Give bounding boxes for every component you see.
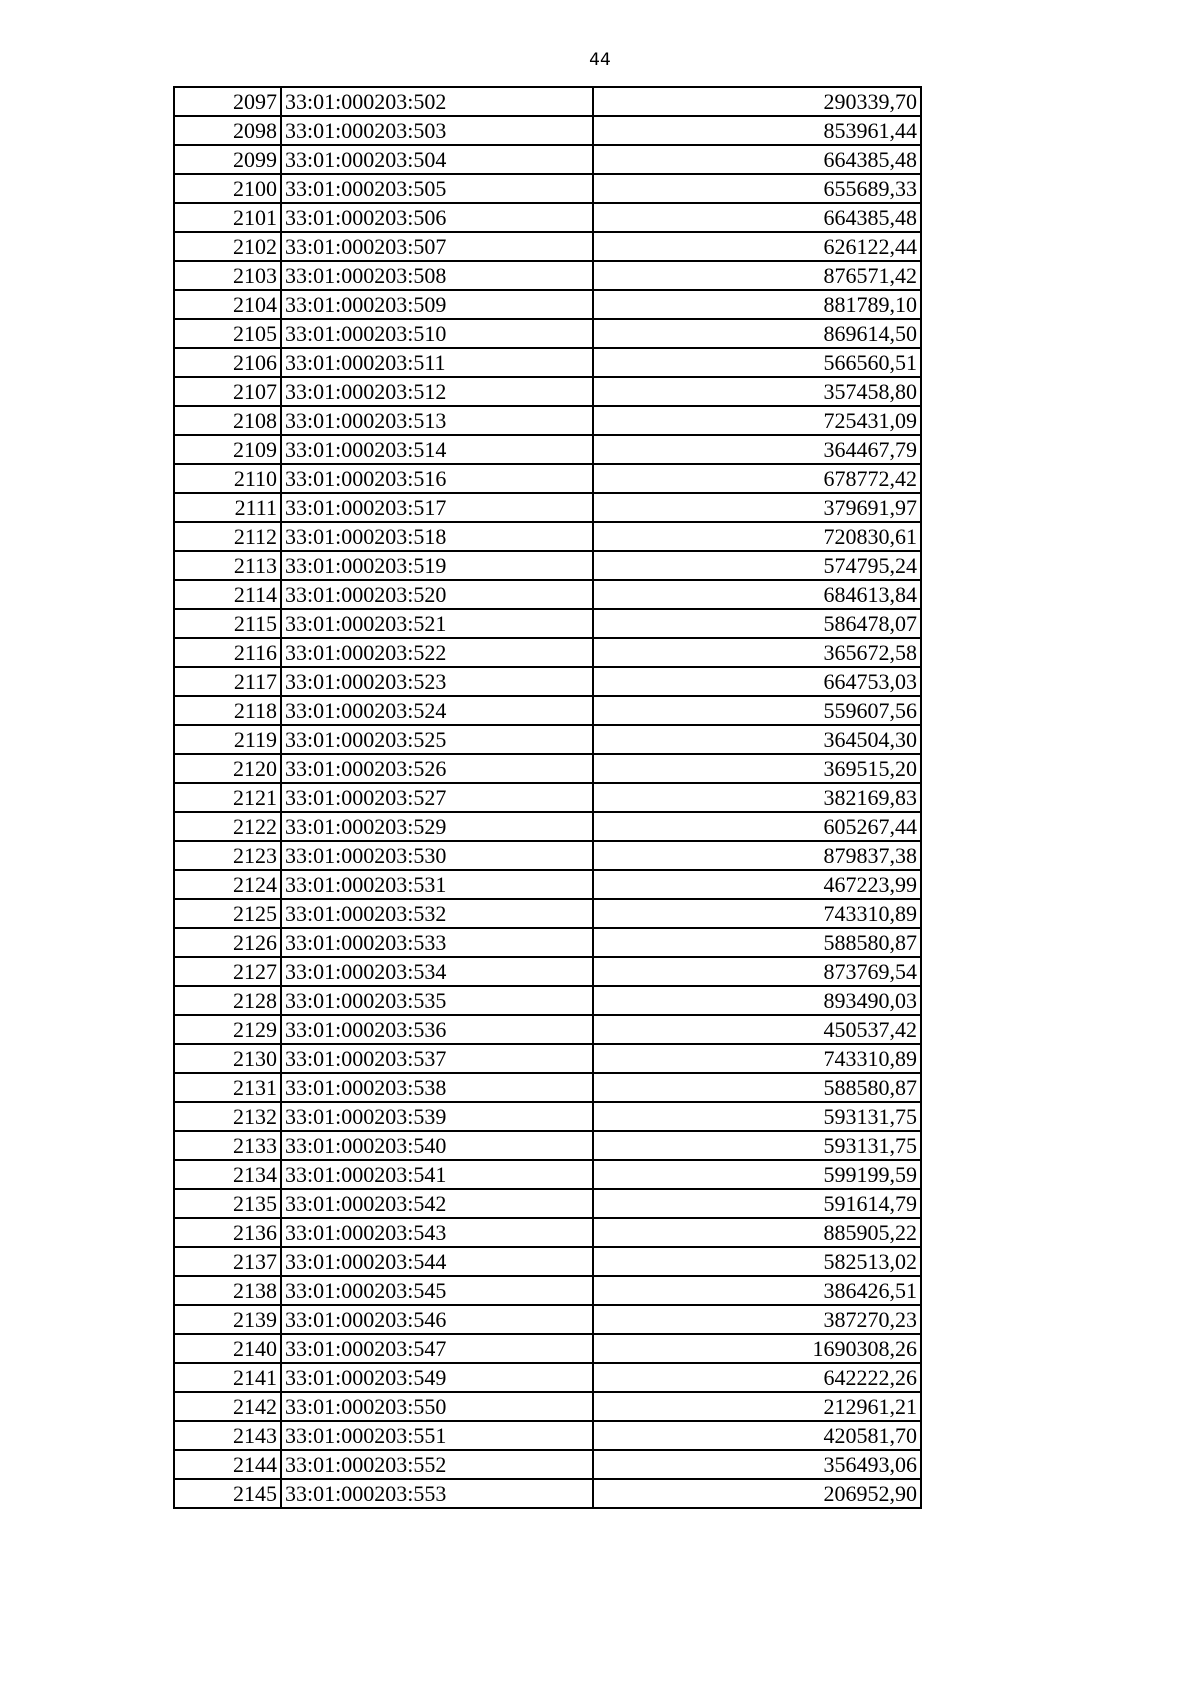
table-row bbox=[174, 116, 921, 145]
cadastral-value-cell: 655689,33 bbox=[593, 174, 921, 203]
cadastral-value-cell: 720830,61 bbox=[593, 522, 921, 551]
row-number-cell: 2119 bbox=[174, 725, 281, 754]
table-row bbox=[174, 1189, 921, 1218]
cadastral-value-cell: 574795,24 bbox=[593, 551, 921, 580]
cadastral-number-cell: 33:01:000203:519 bbox=[281, 551, 593, 580]
table-row bbox=[174, 348, 921, 377]
table-row bbox=[174, 870, 921, 899]
table-row bbox=[174, 580, 921, 609]
row-number-cell: 2111 bbox=[174, 493, 281, 522]
row-number-cell: 2115 bbox=[174, 609, 281, 638]
table-row bbox=[174, 725, 921, 754]
table-row bbox=[174, 1334, 921, 1363]
row-number-cell: 2116 bbox=[174, 638, 281, 667]
cadastral-value-cell: 593131,75 bbox=[593, 1102, 921, 1131]
cadastral-number-cell: 33:01:000203:502 bbox=[281, 87, 593, 116]
table-row bbox=[174, 493, 921, 522]
cadastral-number-cell: 33:01:000203:536 bbox=[281, 1015, 593, 1044]
cadastral-number-cell: 33:01:000203:529 bbox=[281, 812, 593, 841]
row-number-cell: 2105 bbox=[174, 319, 281, 348]
cadastral-value-cell: 420581,70 bbox=[593, 1421, 921, 1450]
cadastral-value-cell: 853961,44 bbox=[593, 116, 921, 145]
cadastral-value-cell: 664753,03 bbox=[593, 667, 921, 696]
cadastral-number-cell: 33:01:000203:506 bbox=[281, 203, 593, 232]
table-row bbox=[174, 957, 921, 986]
cadastral-number-cell: 33:01:000203:534 bbox=[281, 957, 593, 986]
cadastral-value-cell: 290339,70 bbox=[593, 87, 921, 116]
cadastral-number-cell: 33:01:000203:538 bbox=[281, 1073, 593, 1102]
cadastral-value-cell: 591614,79 bbox=[593, 1189, 921, 1218]
cadastral-value-cell: 387270,23 bbox=[593, 1305, 921, 1334]
cadastral-value-cell: 684613,84 bbox=[593, 580, 921, 609]
cadastral-number-cell: 33:01:000203:522 bbox=[281, 638, 593, 667]
cadastral-value-cell: 873769,54 bbox=[593, 957, 921, 986]
cadastral-number-cell: 33:01:000203:552 bbox=[281, 1450, 593, 1479]
row-number-cell: 2141 bbox=[174, 1363, 281, 1392]
cadastral-number-cell: 33:01:000203:541 bbox=[281, 1160, 593, 1189]
cadastral-number-cell: 33:01:000203:542 bbox=[281, 1189, 593, 1218]
cadastral-number-cell: 33:01:000203:553 bbox=[281, 1479, 593, 1508]
table-row bbox=[174, 290, 921, 319]
table-row bbox=[174, 1073, 921, 1102]
row-number-cell: 2114 bbox=[174, 580, 281, 609]
cadastral-value-cell: 467223,99 bbox=[593, 870, 921, 899]
table-row bbox=[174, 464, 921, 493]
cadastral-number-cell: 33:01:000203:509 bbox=[281, 290, 593, 319]
table-row bbox=[174, 174, 921, 203]
row-number-cell: 2124 bbox=[174, 870, 281, 899]
cadastral-number-cell: 33:01:000203:550 bbox=[281, 1392, 593, 1421]
cadastral-value-cell: 664385,48 bbox=[593, 203, 921, 232]
cadastral-value-cell: 206952,90 bbox=[593, 1479, 921, 1508]
cadastral-value-cell: 725431,09 bbox=[593, 406, 921, 435]
row-number-cell: 2135 bbox=[174, 1189, 281, 1218]
cadastral-value-cell: 1690308,26 bbox=[593, 1334, 921, 1363]
cadastral-number-cell: 33:01:000203:511 bbox=[281, 348, 593, 377]
cadastral-value-cell: 881789,10 bbox=[593, 290, 921, 319]
table-row bbox=[174, 435, 921, 464]
row-number-cell: 2099 bbox=[174, 145, 281, 174]
row-number-cell: 2140 bbox=[174, 1334, 281, 1363]
cadastral-number-cell: 33:01:000203:521 bbox=[281, 609, 593, 638]
row-number-cell: 2123 bbox=[174, 841, 281, 870]
row-number-cell: 2127 bbox=[174, 957, 281, 986]
row-number-cell: 2128 bbox=[174, 986, 281, 1015]
cadastral-value-cell: 678772,42 bbox=[593, 464, 921, 493]
row-number-cell: 2145 bbox=[174, 1479, 281, 1508]
table-row bbox=[174, 696, 921, 725]
row-number-cell: 2144 bbox=[174, 1450, 281, 1479]
table-row bbox=[174, 522, 921, 551]
row-number-cell: 2126 bbox=[174, 928, 281, 957]
cadastral-number-cell: 33:01:000203:530 bbox=[281, 841, 593, 870]
table-row bbox=[174, 1479, 921, 1508]
row-number-cell: 2132 bbox=[174, 1102, 281, 1131]
cadastral-number-cell: 33:01:000203:549 bbox=[281, 1363, 593, 1392]
cadastral-number-cell: 33:01:000203:514 bbox=[281, 435, 593, 464]
cadastral-value-cell: 356493,06 bbox=[593, 1450, 921, 1479]
row-number-cell: 2122 bbox=[174, 812, 281, 841]
row-number-cell: 2120 bbox=[174, 754, 281, 783]
table-row bbox=[174, 145, 921, 174]
cadastral-number-cell: 33:01:000203:544 bbox=[281, 1247, 593, 1276]
cadastral-value-cell: 743310,89 bbox=[593, 899, 921, 928]
cadastral-number-cell: 33:01:000203:507 bbox=[281, 232, 593, 261]
row-number-cell: 2110 bbox=[174, 464, 281, 493]
cadastral-number-cell: 33:01:000203:547 bbox=[281, 1334, 593, 1363]
cadastral-value-table bbox=[173, 86, 922, 1509]
cadastral-number-cell: 33:01:000203:551 bbox=[281, 1421, 593, 1450]
cadastral-value-cell: 212961,21 bbox=[593, 1392, 921, 1421]
cadastral-value-cell: 364467,79 bbox=[593, 435, 921, 464]
row-number-cell: 2104 bbox=[174, 290, 281, 319]
table-row bbox=[174, 1450, 921, 1479]
cadastral-value-cell: 605267,44 bbox=[593, 812, 921, 841]
cadastral-number-cell: 33:01:000203:516 bbox=[281, 464, 593, 493]
cadastral-value-cell: 357458,80 bbox=[593, 377, 921, 406]
cadastral-value-cell: 365672,58 bbox=[593, 638, 921, 667]
cadastral-value-cell: 386426,51 bbox=[593, 1276, 921, 1305]
row-number-cell: 2118 bbox=[174, 696, 281, 725]
cadastral-number-cell: 33:01:000203:531 bbox=[281, 870, 593, 899]
table-row bbox=[174, 1218, 921, 1247]
table-row bbox=[174, 261, 921, 290]
cadastral-number-cell: 33:01:000203:503 bbox=[281, 116, 593, 145]
table-row bbox=[174, 1363, 921, 1392]
cadastral-value-cell: 879837,38 bbox=[593, 841, 921, 870]
cadastral-value-cell: 743310,89 bbox=[593, 1044, 921, 1073]
cadastral-number-cell: 33:01:000203:532 bbox=[281, 899, 593, 928]
table-row bbox=[174, 812, 921, 841]
cadastral-number-cell: 33:01:000203:524 bbox=[281, 696, 593, 725]
table-row bbox=[174, 1102, 921, 1131]
cadastral-number-cell: 33:01:000203:505 bbox=[281, 174, 593, 203]
table-body bbox=[174, 87, 921, 1508]
table-row bbox=[174, 1015, 921, 1044]
row-number-cell: 2136 bbox=[174, 1218, 281, 1247]
cadastral-value-cell: 893490,03 bbox=[593, 986, 921, 1015]
table-row bbox=[174, 899, 921, 928]
table-row bbox=[174, 1276, 921, 1305]
table-row bbox=[174, 841, 921, 870]
row-number-cell: 2100 bbox=[174, 174, 281, 203]
table-row bbox=[174, 551, 921, 580]
table-row bbox=[174, 406, 921, 435]
cadastral-value-cell: 588580,87 bbox=[593, 928, 921, 957]
table-row bbox=[174, 319, 921, 348]
row-number-cell: 2102 bbox=[174, 232, 281, 261]
cadastral-value-cell: 869614,50 bbox=[593, 319, 921, 348]
table-row bbox=[174, 1392, 921, 1421]
row-number-cell: 2117 bbox=[174, 667, 281, 696]
cadastral-number-cell: 33:01:000203:504 bbox=[281, 145, 593, 174]
row-number-cell: 2113 bbox=[174, 551, 281, 580]
row-number-cell: 2109 bbox=[174, 435, 281, 464]
row-number-cell: 2106 bbox=[174, 348, 281, 377]
cadastral-number-cell: 33:01:000203:518 bbox=[281, 522, 593, 551]
row-number-cell: 2107 bbox=[174, 377, 281, 406]
row-number-cell: 2108 bbox=[174, 406, 281, 435]
cadastral-value-cell: 364504,30 bbox=[593, 725, 921, 754]
cadastral-number-cell: 33:01:000203:510 bbox=[281, 319, 593, 348]
cadastral-number-cell: 33:01:000203:513 bbox=[281, 406, 593, 435]
cadastral-number-cell: 33:01:000203:537 bbox=[281, 1044, 593, 1073]
table-row bbox=[174, 928, 921, 957]
table-row bbox=[174, 783, 921, 812]
cadastral-number-cell: 33:01:000203:540 bbox=[281, 1131, 593, 1160]
cadastral-number-cell: 33:01:000203:535 bbox=[281, 986, 593, 1015]
table-row bbox=[174, 1421, 921, 1450]
cadastral-value-cell: 379691,97 bbox=[593, 493, 921, 522]
table-row bbox=[174, 377, 921, 406]
table-row bbox=[174, 609, 921, 638]
table-row bbox=[174, 87, 921, 116]
cadastral-number-cell: 33:01:000203:546 bbox=[281, 1305, 593, 1334]
cadastral-number-cell: 33:01:000203:526 bbox=[281, 754, 593, 783]
cadastral-number-cell: 33:01:000203:543 bbox=[281, 1218, 593, 1247]
page-number: 44 bbox=[589, 50, 611, 70]
cadastral-number-cell: 33:01:000203:545 bbox=[281, 1276, 593, 1305]
table-row bbox=[174, 754, 921, 783]
cadastral-value-cell: 642222,26 bbox=[593, 1363, 921, 1392]
row-number-cell: 2138 bbox=[174, 1276, 281, 1305]
row-number-cell: 2134 bbox=[174, 1160, 281, 1189]
cadastral-number-cell: 33:01:000203:520 bbox=[281, 580, 593, 609]
cadastral-value-cell: 566560,51 bbox=[593, 348, 921, 377]
row-number-cell: 2098 bbox=[174, 116, 281, 145]
row-number-cell: 2133 bbox=[174, 1131, 281, 1160]
cadastral-value-cell: 593131,75 bbox=[593, 1131, 921, 1160]
table-row bbox=[174, 667, 921, 696]
cadastral-number-cell: 33:01:000203:517 bbox=[281, 493, 593, 522]
cadastral-value-cell: 599199,59 bbox=[593, 1160, 921, 1189]
row-number-cell: 2101 bbox=[174, 203, 281, 232]
row-number-cell: 2139 bbox=[174, 1305, 281, 1334]
row-number-cell: 2130 bbox=[174, 1044, 281, 1073]
cadastral-number-cell: 33:01:000203:539 bbox=[281, 1102, 593, 1131]
row-number-cell: 2121 bbox=[174, 783, 281, 812]
row-number-cell: 2143 bbox=[174, 1421, 281, 1450]
table-row bbox=[174, 1131, 921, 1160]
cadastral-value-cell: 588580,87 bbox=[593, 1073, 921, 1102]
table-row bbox=[174, 1160, 921, 1189]
row-number-cell: 2129 bbox=[174, 1015, 281, 1044]
cadastral-value-cell: 876571,42 bbox=[593, 261, 921, 290]
cadastral-value-cell: 382169,83 bbox=[593, 783, 921, 812]
row-number-cell: 2112 bbox=[174, 522, 281, 551]
cadastral-number-cell: 33:01:000203:525 bbox=[281, 725, 593, 754]
table-row bbox=[174, 1247, 921, 1276]
cadastral-value-cell: 559607,56 bbox=[593, 696, 921, 725]
cadastral-value-cell: 586478,07 bbox=[593, 609, 921, 638]
table-row bbox=[174, 203, 921, 232]
row-number-cell: 2125 bbox=[174, 899, 281, 928]
row-number-cell: 2142 bbox=[174, 1392, 281, 1421]
table-row bbox=[174, 232, 921, 261]
cadastral-value-cell: 626122,44 bbox=[593, 232, 921, 261]
row-number-cell: 2137 bbox=[174, 1247, 281, 1276]
cadastral-number-cell: 33:01:000203:527 bbox=[281, 783, 593, 812]
cadastral-value-cell: 450537,42 bbox=[593, 1015, 921, 1044]
table-row bbox=[174, 1044, 921, 1073]
cadastral-value-cell: 885905,22 bbox=[593, 1218, 921, 1247]
cadastral-number-cell: 33:01:000203:523 bbox=[281, 667, 593, 696]
cadastral-number-cell: 33:01:000203:533 bbox=[281, 928, 593, 957]
cadastral-value-cell: 582513,02 bbox=[593, 1247, 921, 1276]
row-number-cell: 2097 bbox=[174, 87, 281, 116]
table-row bbox=[174, 1305, 921, 1334]
cadastral-value-cell: 664385,48 bbox=[593, 145, 921, 174]
row-number-cell: 2103 bbox=[174, 261, 281, 290]
cadastral-number-cell: 33:01:000203:508 bbox=[281, 261, 593, 290]
table-row bbox=[174, 986, 921, 1015]
cadastral-number-cell: 33:01:000203:512 bbox=[281, 377, 593, 406]
cadastral-value-cell: 369515,20 bbox=[593, 754, 921, 783]
table-row bbox=[174, 638, 921, 667]
row-number-cell: 2131 bbox=[174, 1073, 281, 1102]
